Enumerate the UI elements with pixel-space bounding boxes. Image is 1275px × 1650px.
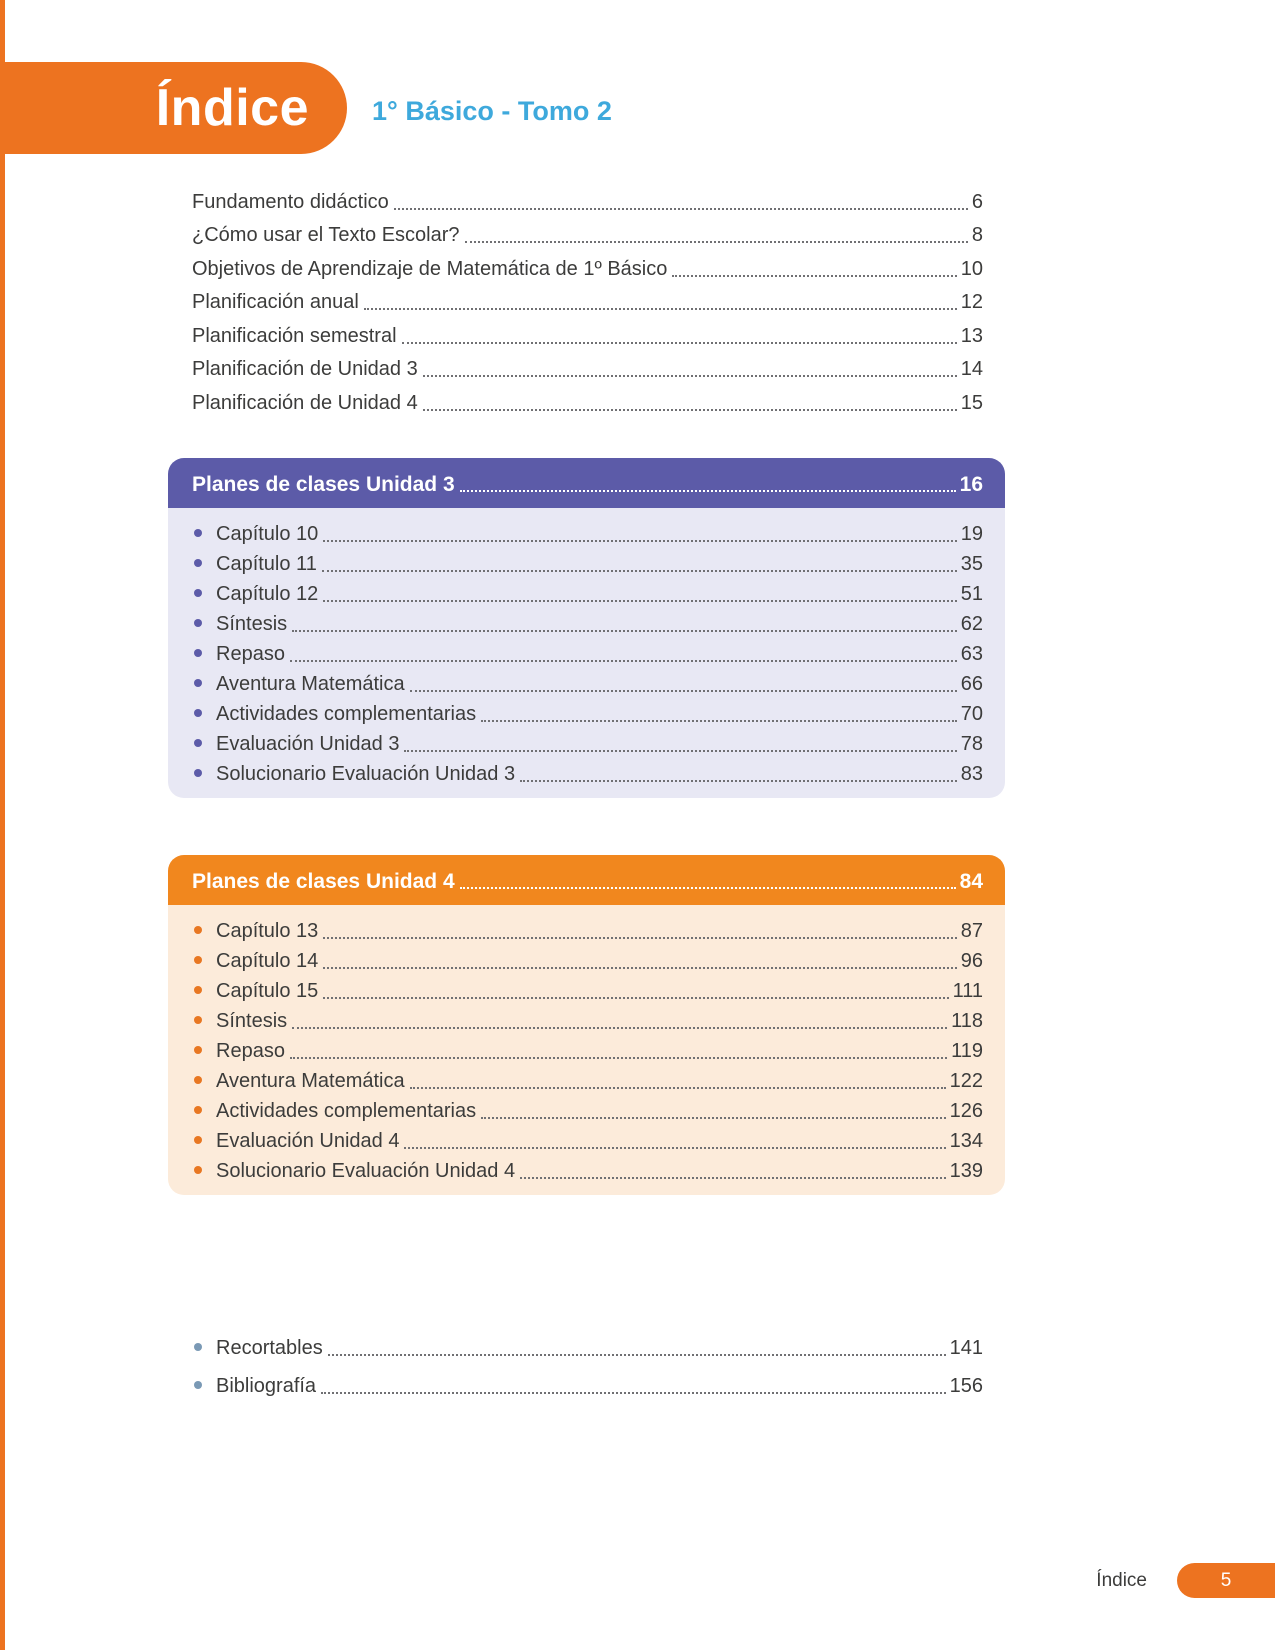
toc-entry (192, 666, 983, 696)
entry-label: Repaso (216, 643, 285, 665)
toc-entry (192, 516, 983, 546)
entry-page-number: 35 (960, 553, 983, 575)
bullet-icon (194, 769, 202, 777)
toc-entry (192, 1033, 983, 1063)
entry-page-number: 16 (959, 472, 983, 496)
entry-page-number: 156 (949, 1375, 983, 1397)
toc-entry (192, 1003, 983, 1033)
entry-page-number: 51 (960, 583, 983, 605)
entry-page-number: 14 (960, 358, 983, 380)
dotted-leader (290, 1057, 947, 1059)
entry-page-number: 84 (959, 869, 983, 893)
entry-label: Capítulo 14 (216, 950, 319, 972)
toc-entry (192, 1153, 983, 1183)
entry-page-number: 12 (960, 291, 983, 313)
toc-entry (192, 606, 983, 636)
dotted-leader (322, 570, 957, 572)
index-title-banner (0, 62, 347, 154)
footer-section-label: Índice (1096, 1569, 1147, 1591)
entry-page-number: 141 (949, 1337, 983, 1359)
entry-page-number: 139 (949, 1160, 983, 1182)
toc-entry (192, 756, 983, 786)
entry-page-number: 15 (960, 391, 983, 414)
dotted-leader (423, 375, 957, 377)
dotted-leader (404, 750, 956, 752)
entry-label: Bibliografía (216, 1375, 317, 1397)
entry-page-number: 96 (960, 950, 983, 972)
entry-label: Planificación anual (192, 291, 359, 313)
dotted-leader (481, 720, 957, 722)
entry-label: Solucionario Evaluación Unidad 4 (216, 1160, 516, 1182)
entry-label: Planificación de Unidad 4 (192, 391, 418, 414)
entry-label: Recortables (216, 1337, 323, 1359)
toc-entry (192, 1123, 983, 1153)
bullet-icon (194, 559, 202, 567)
entry-page-number: 66 (960, 673, 983, 695)
toc-entry (192, 973, 983, 1003)
toc-entry (192, 1093, 983, 1123)
entry-page-number: 63 (960, 643, 983, 665)
section-planes-de-clases-unidad-3 (168, 458, 1005, 798)
entry-page-number: 62 (960, 613, 983, 635)
bullet-icon (194, 679, 202, 687)
entry-label: Planificación de Unidad 3 (192, 358, 418, 380)
entry-label: Actividades complementarias (216, 703, 477, 725)
toc-entry (192, 696, 983, 726)
bullet-icon (194, 619, 202, 627)
bullet-icon (194, 926, 202, 934)
toc-entry (192, 636, 983, 666)
entry-page-number: 83 (960, 763, 983, 785)
entry-label: Planificación semestral (192, 324, 397, 347)
toc-entry (192, 1063, 983, 1093)
toc-entry (192, 943, 983, 973)
entry-label: Capítulo 15 (216, 980, 319, 1002)
entry-page-number: 118 (951, 1010, 983, 1032)
dotted-leader (465, 241, 968, 243)
dotted-leader (323, 937, 956, 939)
dotted-leader (328, 1354, 946, 1356)
entry-label: Evaluación Unidad 3 (216, 733, 400, 755)
toc-entry (192, 247, 983, 281)
bullet-icon (194, 739, 202, 747)
bullet-icon (194, 1343, 202, 1351)
bullet-icon (194, 529, 202, 537)
entry-label: Actividades complementarias (216, 1100, 477, 1122)
entry-page-number: 6 (971, 190, 983, 213)
bullet-icon (194, 1046, 202, 1054)
entry-label: Planes de clases Unidad 3 (192, 472, 455, 496)
entry-label: Capítulo 12 (216, 583, 319, 605)
dotted-leader (481, 1117, 946, 1119)
toc-entry (192, 381, 983, 415)
entry-page-number: 87 (960, 920, 983, 942)
dotted-leader (423, 409, 957, 411)
entry-page-number: 8 (971, 224, 983, 246)
entry-label: Síntesis (216, 613, 288, 635)
section-header (168, 458, 1005, 508)
entry-label: Capítulo 10 (216, 523, 319, 545)
dotted-leader (323, 600, 956, 602)
toc-entry (192, 314, 983, 348)
entry-label: Aventura Matemática (216, 1070, 405, 1092)
dotted-leader (292, 1027, 947, 1029)
toc-entry (192, 1322, 983, 1360)
entry-page-number: 111 (952, 980, 983, 1002)
dotted-leader (364, 308, 957, 310)
toc-entry (192, 726, 983, 756)
entry-label: Evaluación Unidad 4 (216, 1130, 400, 1152)
toc-entry (192, 348, 983, 382)
page-number-badge (1177, 1563, 1275, 1598)
page-number: 5 (1220, 1569, 1232, 1591)
bullet-icon (194, 1076, 202, 1084)
entry-page-number: 78 (960, 733, 983, 755)
dotted-leader (323, 540, 956, 542)
bullet-icon (194, 709, 202, 717)
entry-label: Aventura Matemática (216, 673, 405, 695)
entry-label: ¿Cómo usar el Texto Escolar? (192, 224, 460, 246)
dotted-leader (460, 490, 956, 492)
entry-page-number: 119 (951, 1040, 983, 1062)
dotted-leader (520, 1177, 946, 1179)
bullet-icon (194, 1166, 202, 1174)
toc-entry (192, 180, 983, 214)
toc-entry (192, 281, 983, 315)
section-item-list (168, 508, 1005, 798)
dotted-leader (323, 997, 948, 999)
entry-page-number: 126 (949, 1100, 983, 1122)
entry-label: Síntesis (216, 1010, 288, 1032)
bullet-icon (194, 956, 202, 964)
dotted-leader (394, 208, 968, 210)
toc-entry (192, 214, 983, 248)
entry-label: Capítulo 13 (216, 920, 319, 942)
bullet-icon (194, 1381, 202, 1389)
bullet-icon (194, 589, 202, 597)
dotted-leader (520, 780, 957, 782)
dotted-leader (460, 887, 956, 889)
dotted-leader (402, 342, 957, 344)
bullet-icon (194, 1016, 202, 1024)
entry-label: Repaso (216, 1040, 285, 1062)
entry-page-number: 19 (960, 523, 983, 545)
page-title: Índice (155, 79, 309, 137)
dotted-leader (290, 660, 957, 662)
entry-label: Solucionario Evaluación Unidad 3 (216, 763, 516, 785)
toc-bottom-list (168, 1322, 1005, 1398)
entry-page-number: 10 (960, 257, 983, 280)
toc-top-list (168, 180, 1005, 415)
bullet-icon (194, 649, 202, 657)
toc-entry (192, 576, 983, 606)
entry-page-number: 70 (960, 703, 983, 725)
bullet-icon (194, 986, 202, 994)
toc-entry (192, 913, 983, 943)
dotted-leader (323, 967, 956, 969)
entry-page-number: 134 (949, 1130, 983, 1152)
entry-label: Planes de clases Unidad 4 (192, 869, 455, 893)
toc-entry (192, 1360, 983, 1398)
entry-page-number: 13 (960, 324, 983, 347)
bullet-icon (194, 1136, 202, 1144)
dotted-leader (410, 1087, 946, 1089)
entry-label: Fundamento didáctico (192, 190, 389, 213)
section-item-list (168, 905, 1005, 1195)
dotted-leader (321, 1392, 946, 1394)
section-planes-de-clases-unidad-4 (168, 855, 1005, 1195)
page-edge-stripe (0, 0, 5, 1650)
dotted-leader (672, 275, 956, 277)
entry-label: Capítulo 11 (216, 553, 317, 575)
dotted-leader (410, 690, 957, 692)
entry-label: Objetivos de Aprendizaje de Matemática de 1º Básico (192, 257, 668, 280)
entry-page-number: 122 (949, 1070, 983, 1092)
dotted-leader (404, 1147, 945, 1149)
dotted-leader (292, 630, 957, 632)
bullet-icon (194, 1106, 202, 1114)
toc-entry (192, 546, 983, 576)
book-subtitle: 1° Básico - Tomo 2 (372, 96, 612, 126)
section-header (168, 855, 1005, 905)
page-footer (1096, 1563, 1275, 1598)
